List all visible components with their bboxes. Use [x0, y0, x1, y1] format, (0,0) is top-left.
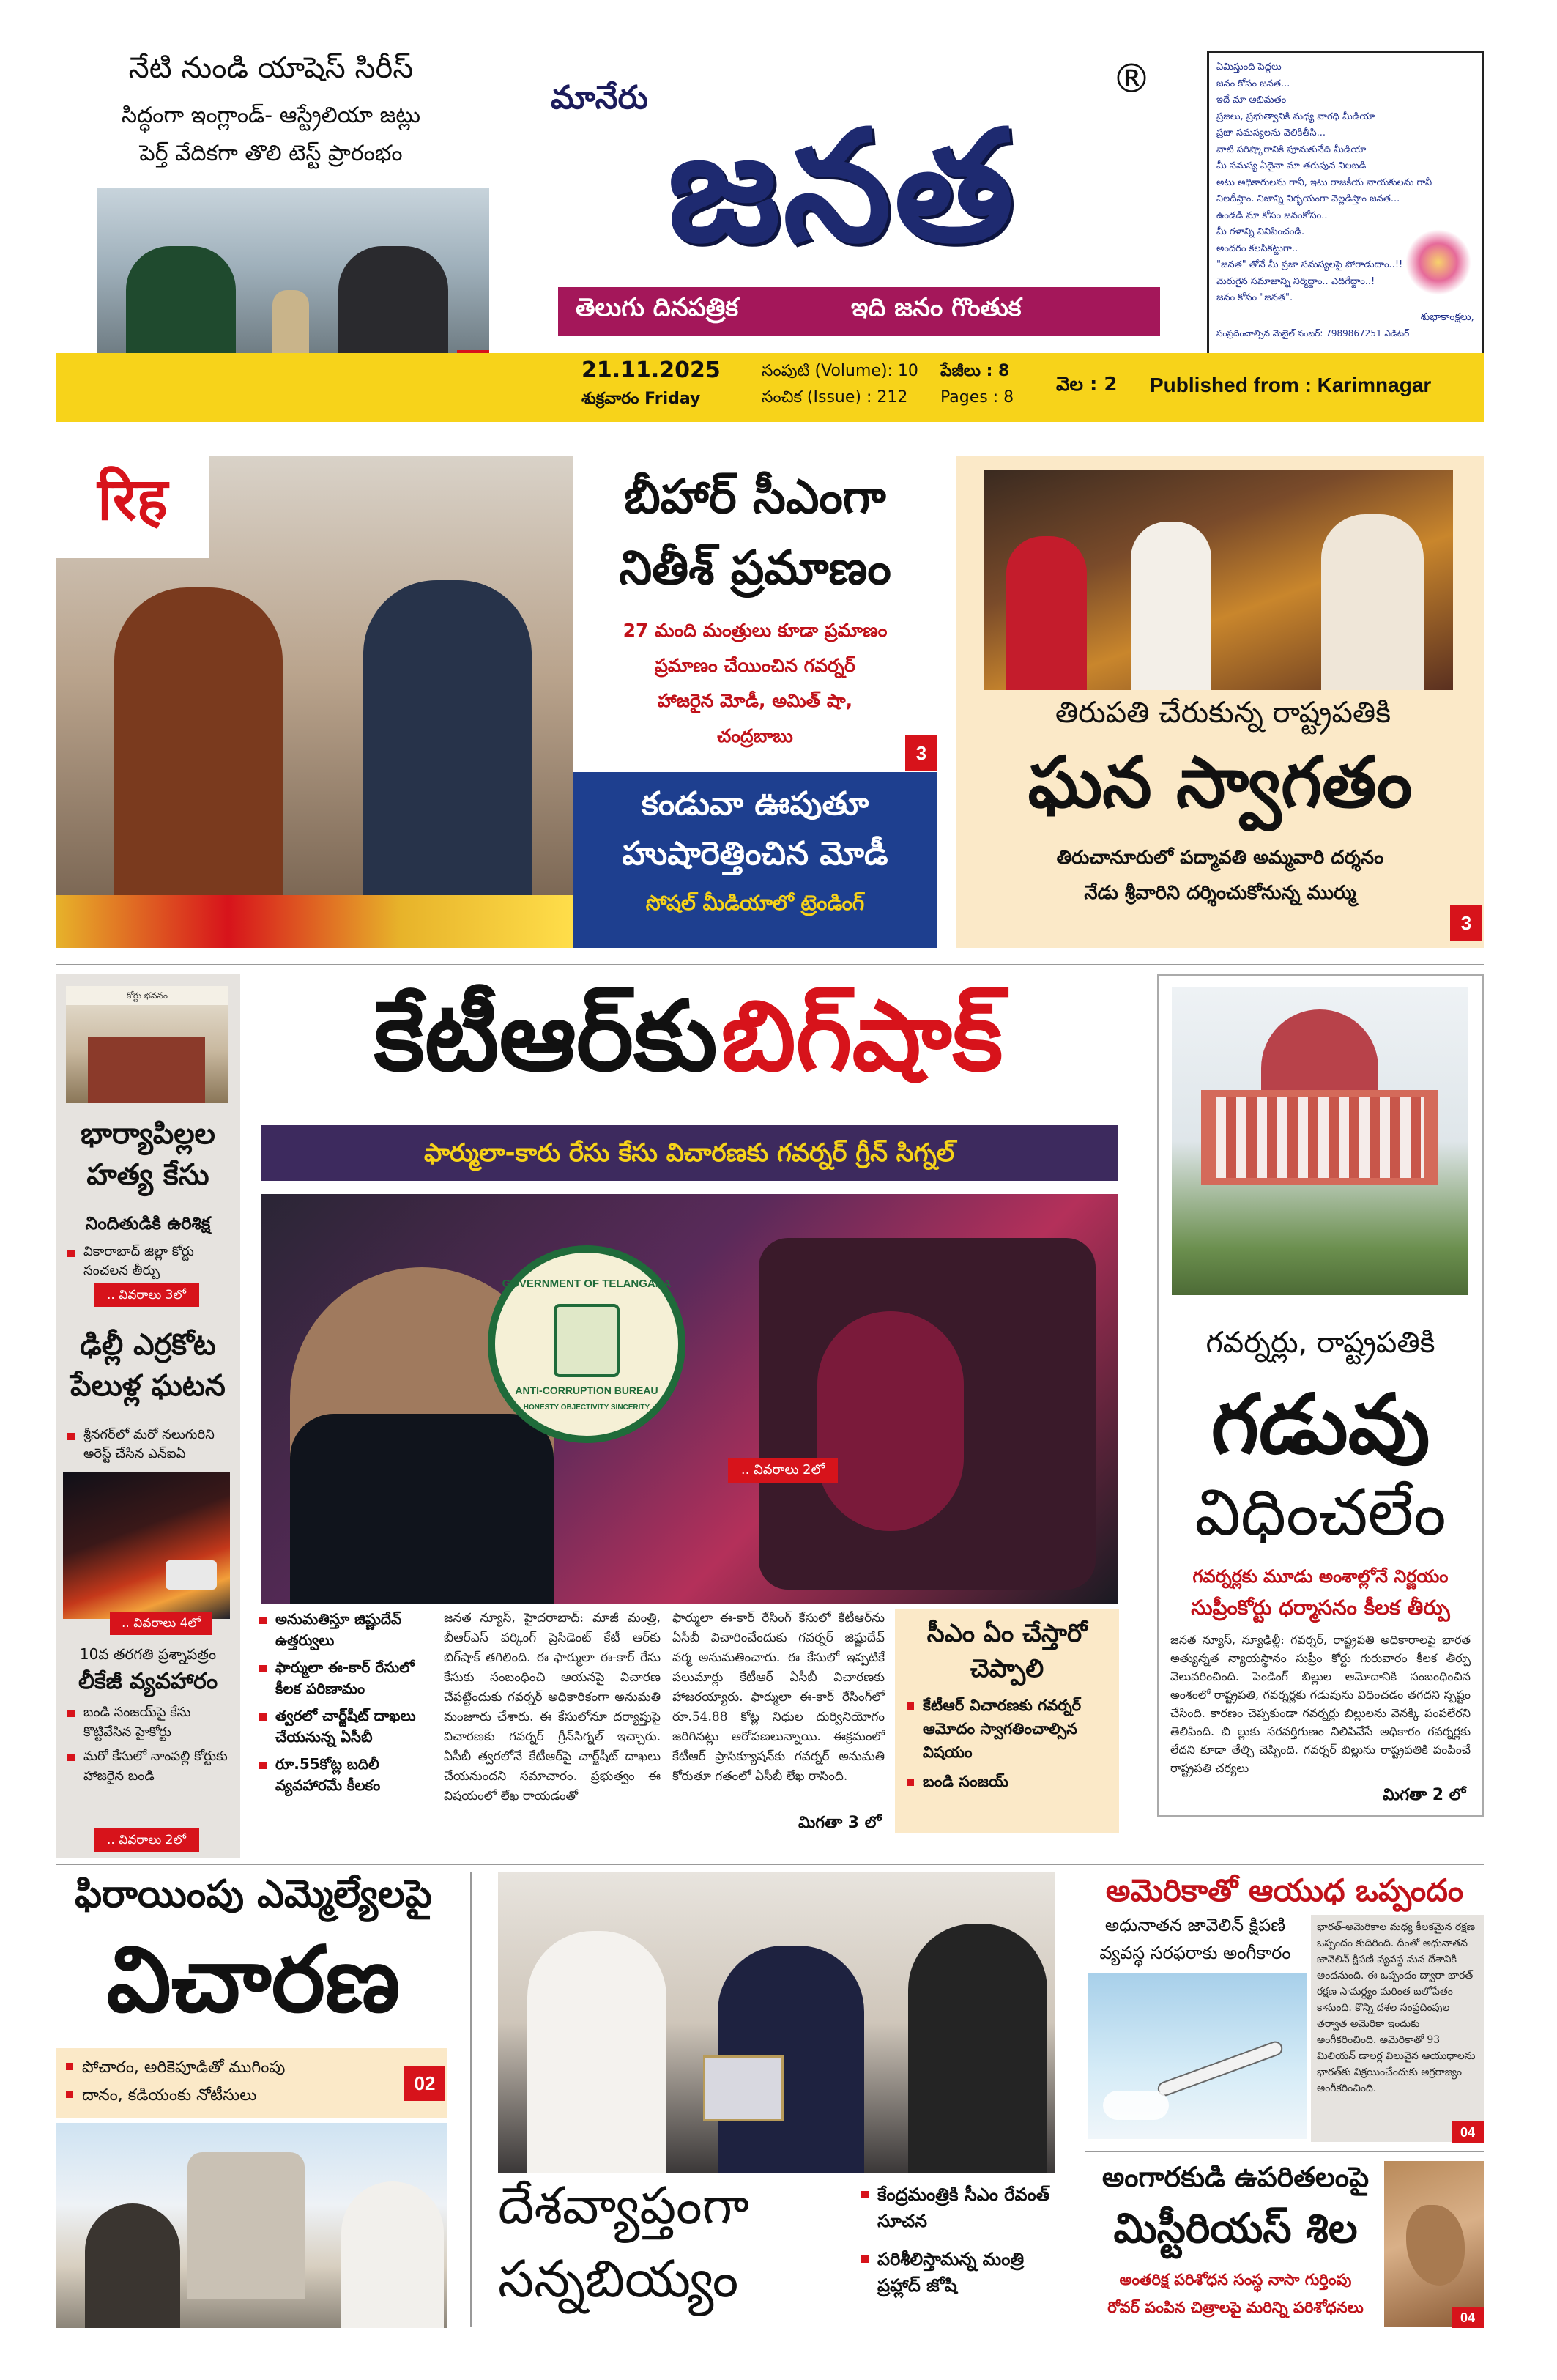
left-story2-bullets — [64, 1426, 234, 1464]
ad-line: వాటి పరిష్కారానికి పూనుకునేది మీడియా — [1216, 144, 1367, 155]
left-story1-more[interactable]: .. వివరాలు 3లో — [94, 1283, 199, 1307]
ad-line: ఉండడి మా కోసం జనంకోసం.. — [1216, 210, 1328, 221]
ad-line: మెరుగైన సమాజాన్ని నిర్మిద్దాం.. ఎదిగేద్దాం..! — [1216, 275, 1375, 287]
acb-seal-motto: HONESTY OBJECTIVITY SINCERITY — [523, 1404, 650, 1412]
rice-headline-2: సన్నబియ్యం — [498, 2249, 739, 2309]
defection-kicker: ఫిరాయింపు ఎమ్మెల్యేలపై — [75, 1872, 432, 1916]
sc-sub1: గవర్నర్లకు మూడు అంశాల్లోనే నిర్ణయం — [1192, 1566, 1449, 1587]
ad-line: మీ గళాన్ని వినిపించండి. — [1216, 226, 1305, 237]
ashes-sub2: పెర్త్ వేదికగా తొలి టెస్ట్ ప్రారంభం — [139, 141, 403, 166]
bihar-photo: रिह — [56, 456, 573, 948]
modi-box-line2: హుషారెత్తించిన మోడీ — [622, 835, 888, 872]
ad-footer: సంప్రదించాల్సిన మెబైల్ నంబర్: 7989867251 ఎడిటర్ — [1216, 327, 1410, 338]
ktr-headline — [249, 974, 1128, 1128]
cm-box-title: సీఎం ఏం చేస్తారో చెప్పాలి — [926, 1619, 1088, 1683]
mars-sub2: రోవర్ పంపిన చిత్రాలపై మరిన్ని పరిశోధనలు — [1107, 2299, 1364, 2316]
left-story2-bullet: శ్రీనగర్‌లో మరో నలుగురిని అరెస్ట్ చేసిన ఎన్ఐఏ — [64, 1426, 234, 1464]
left-story1-bullet: వికారాబాద్ జిల్లా కోర్టు సంచలన తీర్పు — [64, 1242, 234, 1280]
issue-number: సంచిక (Issue) : 212 — [762, 388, 908, 407]
tirupati-sub2: నేడు శ్రీవారిని దర్శించుకోనున్న ముర్ము — [1084, 882, 1356, 904]
bihar-sub-3: హాజరైన మోడీ, అమిత్ షా, — [657, 690, 853, 711]
volume: సంపుటి (Volume): 10 — [762, 362, 918, 380]
defection-bullet: దానం, కడియంకు నోటీసులు — [63, 2082, 439, 2110]
masthead-logo: జనత — [667, 97, 1017, 276]
modi-box-line1: కండువా ఊపుతూ — [641, 785, 869, 823]
defection-headline: విచారణ — [106, 1927, 401, 2033]
ad-line: నిలదీస్తాం. నిజాన్ని నిర్భయంగా వెల్లడిస్తాం జనత... — [1216, 193, 1400, 204]
ad-line: జనం కోసం "జనత". — [1216, 292, 1293, 303]
red-fort-blast-photo — [63, 1472, 230, 1619]
ad-line: అందరం కలసికట్టుగా.. — [1216, 242, 1298, 254]
defection-bullets-box — [56, 2048, 447, 2118]
bihar-headline-box — [573, 456, 937, 772]
ad-line: ప్రజా సమస్యలను వెలికితీసి... — [1216, 127, 1326, 138]
sc-headline-1: గడువు — [1211, 1377, 1430, 1472]
left-story2-headline: ఢిల్లీ ఎర్రకోట పేలుళ్ల ఘటన — [70, 1328, 226, 1403]
acb-seal — [488, 1245, 685, 1443]
defection-bullet: పోచారం, అరికెపూడితో ముగింపు — [63, 2054, 439, 2082]
ktr-headline-black: కేటీఆర్‌కు — [374, 980, 718, 1093]
ktr-continued[interactable]: మిగతా 3 లో — [798, 1814, 882, 1832]
left-story3-kicker: 10వ తరగతి ప్రశ్నాపత్రం — [79, 1645, 217, 1663]
bihar-headline-1: బీహార్ సీఎంగా — [624, 470, 886, 524]
ktr-bullet: త్వరలో చార్జ్‌షీట్ దాఖలు చేయనున్న ఏసీబీ — [256, 1705, 436, 1748]
ad-line: ఏమిస్తుంది పెద్దలు — [1216, 62, 1282, 73]
tirupati-headline: ఘన స్వాగతం — [1028, 741, 1413, 823]
published-from: Published from : Karimnagar — [1150, 374, 1432, 396]
cm-box — [895, 1609, 1119, 1833]
masthead-tagline-right: ఇది జనం గొంతుక — [851, 293, 1022, 322]
acb-emblem-icon — [554, 1304, 620, 1377]
modi-box-sub: సోషల్ మీడియాలో ట్రెండింగ్ — [645, 891, 865, 915]
mars-kicker: అంగారకుడి ఉపరితలంపై — [1101, 2161, 1370, 2193]
left-story2-more[interactable]: .. వివరాలు 4లో — [110, 1612, 212, 1635]
price: వెల : 2 — [1056, 374, 1118, 396]
ad-signoff: శుభాకాంక్షలు, — [1420, 311, 1474, 323]
pages-te: పేజీలు : 8 — [940, 362, 1010, 380]
sc-kicker: గవర్నర్లు, రాష్ట్రపతికి — [1205, 1326, 1435, 1360]
bihar-sub-4: చంద్రబాబు — [717, 725, 793, 746]
rice-bullet: కేంద్రమంత్రికి సీఎం రేవంత్ సూచన — [858, 2181, 1063, 2234]
tirupati-photo — [984, 470, 1453, 690]
assembly-photo — [56, 2123, 447, 2328]
section-divider-2 — [56, 1864, 1484, 1865]
column-divider — [470, 1872, 472, 2327]
ktr-banner: ఫార్ములా-కారు రేసు కేసు విచారణకు గవర్నర్ గ్రీన్ సిగ్నల్ — [261, 1125, 1118, 1181]
rice-bullet: పరిశీలిస్తామన్న మంత్రి ప్రహ్లాద్ జోషి — [858, 2246, 1063, 2299]
supreme-court-photo — [1172, 987, 1468, 1295]
cm-box-item: బండి సంజయ్ — [904, 1770, 1110, 1793]
left-story3-headline: లీకేజీ వ్యవహారం — [78, 1669, 218, 1694]
registered-mark: ® — [1112, 56, 1151, 102]
usa-sub1: అధునాతన జావెలిన్ క్షిపణి — [1104, 1915, 1286, 1935]
mars-rock-photo — [1384, 2161, 1484, 2327]
issue-day: శుక్రవారం Friday — [581, 390, 701, 408]
rice-bullets — [858, 2181, 1063, 2299]
modi-box — [573, 772, 937, 948]
bihar-page-badge: 3 — [905, 735, 937, 771]
bihar-headline-2: నితీశ్ ప్రమాణం — [619, 541, 891, 596]
ad-line: "జనత" తోనే మీ ప్రజా సమస్యలపై పోరాడుదాం..!! — [1216, 259, 1403, 270]
left-story3-bullets — [64, 1702, 234, 1786]
left-story3-more[interactable]: .. వివరాలు 2లో — [94, 1828, 199, 1852]
usa-body: భారత్-అమెరికాల మధ్య కీలకమైన రక్షణ ఒప్పందం కుదిరింది. దీంతో అధునాతన జావెలిన్ క్షిపణి వ్యవస్థ మన దేశానికి అందనుంది. ఈ ఒప్పందం ద్వారా భారత్ రక్షణ సామర్థ్యం మరింత బలోపేతం కానుంది. కొన్ని దశల సంప్రదింపుల తర్వాత అమెరికా ఇందుకు అంగీకరించింది. అమెరికాతో 93 మిలియన్ డాలర్ల విలువైన ఆయుధాలను భారత్‌కు విక్రయించేందుకు అగ్రరాజ్యం అంగీకరించింది. — [1317, 1921, 1476, 2094]
ad-line: అటు అధికారులను గానీ, ఇటు రాజకీయ నాయకులను గానీ — [1216, 177, 1432, 188]
tirupati-sub1: తిరుచానూరులో పద్మావతి అమ్మవారి దర్శనం — [1056, 847, 1384, 869]
left-story1-headline: భార్యాపిల్లల హత్య కేసు — [81, 1117, 215, 1192]
left-story1-sub: నిందితుడికి ఉరిశిక్ష — [85, 1213, 211, 1234]
bihar-sub-2: ప్రమాణం చేయించిన గవర్నర్ — [655, 655, 855, 676]
bihar-sub-1: 27 మంది మంత్రులు కూడా ప్రమాణం — [623, 620, 888, 641]
issue-date: 21.11.2025 — [581, 357, 721, 383]
ashes-sub1: సిద్ధంగా ఇంగ్లాండ్- ఆస్ట్రేలియా జట్లు — [122, 103, 420, 128]
tirupati-page-badge: 3 — [1450, 905, 1482, 941]
missile-photo — [1088, 1973, 1307, 2139]
cm-box-items — [904, 1694, 1110, 1793]
left-story3-bullet: బండి సంజయ్‌పై కేసు కొట్టివేసిన హైకోర్టు — [64, 1702, 234, 1742]
ktr-body-col1: జనత న్యూస్, హైదరాబాద్: మాజీ మంత్రి, బీఆర్ఎస్ వర్కింగ్ ప్రెసిడెంట్ కేటీ ఆర్‌కు బిగ్‌షాక్ తగిలింది. ఈ ఫార్ములా ఈ-కార్ రేసు కేసుకు సంబంధించి ఆయనపై విచారణ చేపట్టేందుకు గవర్నర్ అధికారికంగా అనుమతి మంజూరు చేశారు. ఈ కేసులోనూ దర్యాప్తుపై విచారణకు గవర్నర్ గ్రీన్‌సిగ్నల్ ఇచ్చారు. ఏసీబీ త్వరలోనే కేటీఆర్‌పై చార్జ్‌షీట్ దాఖలు చేయనుందని సమాచారం. ప్రభుత్వం ఈ విషయంలో లేఖ రాయడంతో — [444, 1611, 661, 1803]
ad-line: జనం కోసం జనత... — [1216, 78, 1290, 89]
ad-line: ప్రజలు, ప్రభుత్వానికి మధ్య వారధి మీడియా — [1216, 111, 1375, 122]
ktr-headline-red: బిగ్‌షాక్ — [721, 980, 1003, 1093]
ad-line: మీ సమస్య ఏదైనా మా తరుపున నిలబడి — [1216, 160, 1367, 171]
usa-headline: అమెరికాతో ఆయుధ ఒప్పందం — [1105, 1872, 1464, 1908]
sc-body: జనత న్యూస్, న్యూఢిల్లీ: గవర్నర్, రాష్ట్రపతి అధికారాలపై భారత అత్యున్నత న్యాయస్థానం సుప్రీం కోర్టు గురువారం కీలక తీర్పు వెలువరించింది. పెండింగ్ బిల్లుల ఆమోదానికి సంబంధించిన అంశంలో రాష్ట్రపతి, గవర్నర్లకు గడువును విధించడం తగదని స్పష్టం చేసింది. కారణం చెప్పకుండా గవర్నర్లు బిల్లులను వెనక్కి పంపలేరని తెలిపింది. బి ల్లుకు సరవర్తిగుణం నిలిపివేసే అధికారం గవర్నర్లకు లేదని కూడా తేల్చి చెప్పింది. గవర్నర్ బిల్లును రాష్ట్రపతికి పంపించే రాష్ట్రపతి చర్యలు — [1170, 1633, 1471, 1775]
section-divider — [56, 964, 1484, 965]
masthead-pre-title: మానేరు — [551, 79, 648, 116]
cm-box-item: కేటీఆర్ విచారణకు గవర్నర్ ఆమోదం స్వాగతించాల్సిన విషయం — [904, 1694, 1110, 1764]
defection-page-badge: 02 — [404, 2066, 445, 2101]
ktr-bullet: ఫార్ములా ఈ-కార్ రేసులో కీలక పరిణామం — [256, 1657, 436, 1699]
left-story3-bullet: మరో కేసులో నాంపల్లి కోర్టుకు హాజరైన బండి — [64, 1746, 234, 1786]
acb-seal-bottom: ANTI-CORRUPTION BUREAU — [515, 1384, 658, 1396]
ktr-body-col2: ఫార్ములా ఈ-కార్ రేసింగ్ కేసులో కేటీఆర్‌ను ఏసీబీ విచారించేందుకు గవర్నర్ జిష్ణుదేవ్ వర్మ అనుమతించారు. ఈ కేసులో ఇప్పటికే పలుమార్లు కేటీఆర్ ఏసీబీ విచారణకు హాజరయ్యారు. ఫార్ములా ఈ-కార్ రేసింగ్‌లో రూ.54.88 కోట్ల నిధుల దుర్వినియోగం జరిగినట్లు ఆరోపణలున్నాయి. ఈక్రమంలో కేటీఆర్ ప్రాసిక్యూషన్‌కు గవర్నర్ అనుమతి కోరుతూ గతంలో ఏసీబీ లేఖ రాసింది. — [672, 1611, 885, 1784]
pages-en: Pages : 8 — [940, 388, 1014, 407]
court-building-photo: కోర్టు భవనం — [66, 986, 228, 1103]
usa-sub2: వ్యవస్థ సరఫరాకు అంగీకారం — [1099, 1943, 1291, 1963]
ktr-more[interactable]: .. వివరాలు 2లో — [728, 1458, 838, 1483]
left-story1-bullets — [64, 1242, 234, 1280]
sc-continued[interactable]: మిగతా 2 లో — [1383, 1786, 1466, 1804]
flower-decoration — [1405, 229, 1471, 295]
tirupati-kicker: తిరుపతి చేరుకున్న రాష్ట్రపతికి — [1055, 696, 1391, 730]
rice-headline-1: దేశవ్యాప్తంగా — [498, 2176, 750, 2236]
masthead-tagline-left: తెలుగు దినపత్రిక — [576, 293, 739, 322]
ktr-bullets — [256, 1609, 436, 1796]
ktr-race-photo — [261, 1194, 1118, 1604]
mars-headline: మిస్టీరియస్ శిల — [1113, 2205, 1358, 2253]
sc-headline-2: విధించలేం — [1194, 1475, 1446, 1550]
ktr-bullet: రూ.55కోట్ల బదిలీ వ్యవహారమే కీలకం — [256, 1754, 436, 1796]
acb-seal-top: GOVERNMENT OF TELANGANA — [502, 1278, 672, 1290]
rice-event-photo — [498, 1872, 1055, 2173]
mars-page-badge: 04 — [1452, 2307, 1484, 2328]
mars-sub1: అంతరిక్ష పరిశోధన సంస్థ నాసా గుర్తింపు — [1119, 2271, 1352, 2288]
ad-line: ఇదే మా అభిమతం — [1216, 94, 1287, 105]
usa-page-badge: 04 — [1452, 2121, 1484, 2143]
section-divider-3 — [1085, 2151, 1484, 2152]
ashes-headline: నేటి నుండి యాషెస్ సిరీస్ — [128, 51, 414, 85]
top-right-ad — [1207, 51, 1484, 396]
sc-sub2: సుప్రీంకోర్టు ధర్మాసనం కీలక తీర్పు — [1191, 1595, 1450, 1620]
ktr-bullet: అనుమతిస్తూ జిష్ణుదేవ్ ఉత్తర్వులు — [256, 1609, 436, 1651]
